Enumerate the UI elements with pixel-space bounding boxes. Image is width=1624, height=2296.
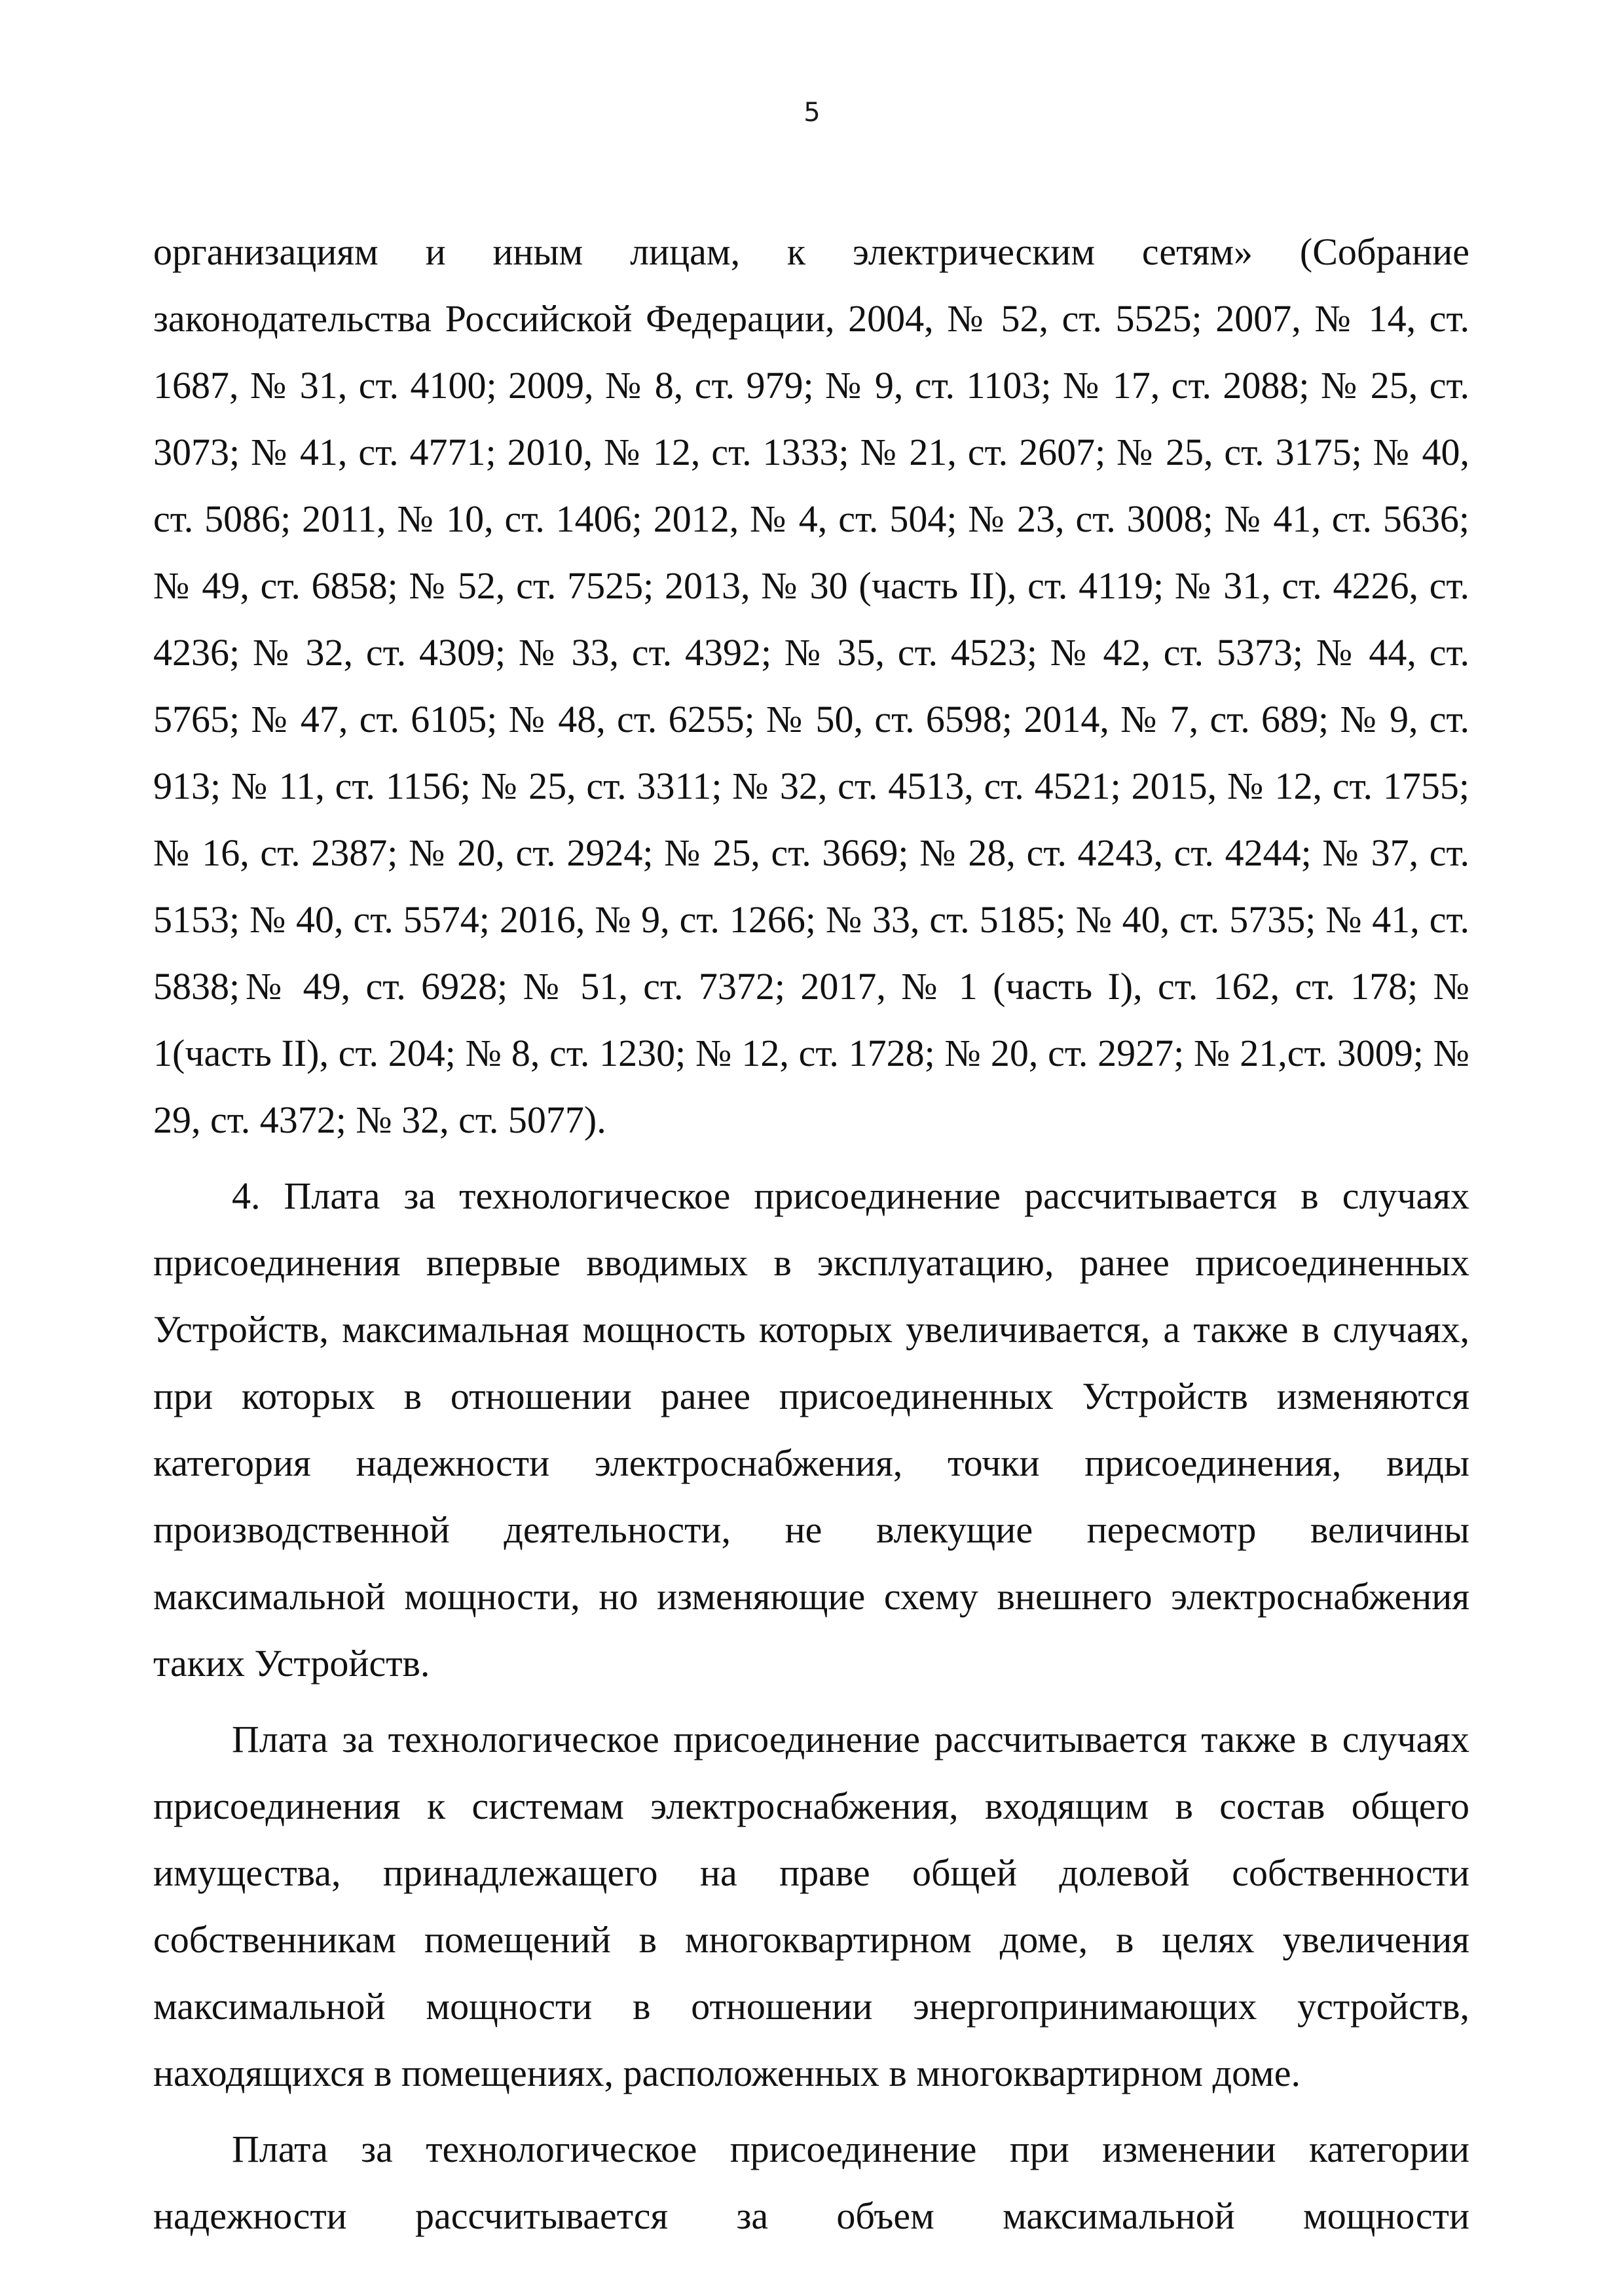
document-body <box>153 219 1469 2250</box>
paragraph-fee-apartment-buildings: Плата за технологическое присоединение рассчитывается также в случаях присоединения к системам электроснабжения, входящим в состав общего имущества, принадлежащего на праве общей долевой собственности собственникам помещений в многоквартирном доме, в целях увеличения максимальной мощности в отношении энергопринимающих устройств, находящихся в помещениях, расположенных в многоквартирном доме. <box>153 1718 1469 2094</box>
paragraph-fee-reliability-category: Плата за технологическое присоединение при изменении категории надежности рассчитывается за объем максимальной мощности <box>153 2128 1469 2237</box>
page-number: 5 <box>803 98 821 128</box>
paragraph-legal-references: организациям и иным лицам, к электрическим сетям» (Собрание законодательства Российской Федерации, 2004, № 52, ст. 5525; 2007, № 14, ст. 1687, № 31, ст. 4100; 2009, № 8, ст. 979; № 9, ст. 1103; № 17, ст. 2088; № 25, ст. 3073; № 41, ст. 4771; 2010, № 12, ст. 1333; № 21, ст. 2607; № 25, ст. 3175; № 40, ст. 5086; 2011, № 10, ст. 1406; 2012, № 4, ст. 504; № 23, ст. 3008; № 41, ст. 5636; № 49, ст. 6858; № 52, ст. 7525; 2013, № 30 (часть II), ст. 4119; № 31, ст. 4226, ст. 4236; № 32, ст. 4309; № 33, ст. 4392; № 35, ст. 4523; № 42, ст. 5373; № 44, ст. 5765; № 47, ст. 6105; № 48, ст. 6255; № 50, ст. 6598; 2014, № 7, ст. 689; № 9, ст. 913; № 11, ст. 1156; № 25, ст. 3311; № 32, ст. 4513, ст. 4521; 2015, № 12, ст. 1755; № 16, ст. 2387; № 20, ст. 2924; № 25, ст. 3669; № 28, ст. 4243, ст. 4244; № 37, ст. 5153; № 40, ст. 5574; 2016, № 9, ст. 1266; № 33, ст. 5185; № 40, ст. 5735; № 41, ст. 5838;№ 49, ст. 6928; № 51, ст. 7372; 2017, № 1 (часть I), ст. 162, ст. 178; № 1(часть II), ст. 204; № 8, ст. 1230; № 12, ст. 1728; № 20, ст. 2927; № 21,ст. 3009; № 29, ст. 4372; № 32, ст. 5077). <box>153 230 1469 1141</box>
paragraph-clause-4: 4. Плата за технологическое присоединение рассчитывается в случаях присоединения впервые вводимых в эксплуатацию, ранее присоединенных Устройств, максимальная мощность которых увеличивается, а также в случаях, при которых в отношении ранее присоединенных Устройств изменяются категория надежности электроснабжения, точки присоединения, виды производственной деятельности, не влекущие пересмотр величины максимальной мощности, но изменяющие схему внешнего электроснабжения таких Устройств. <box>153 1175 1469 1685</box>
